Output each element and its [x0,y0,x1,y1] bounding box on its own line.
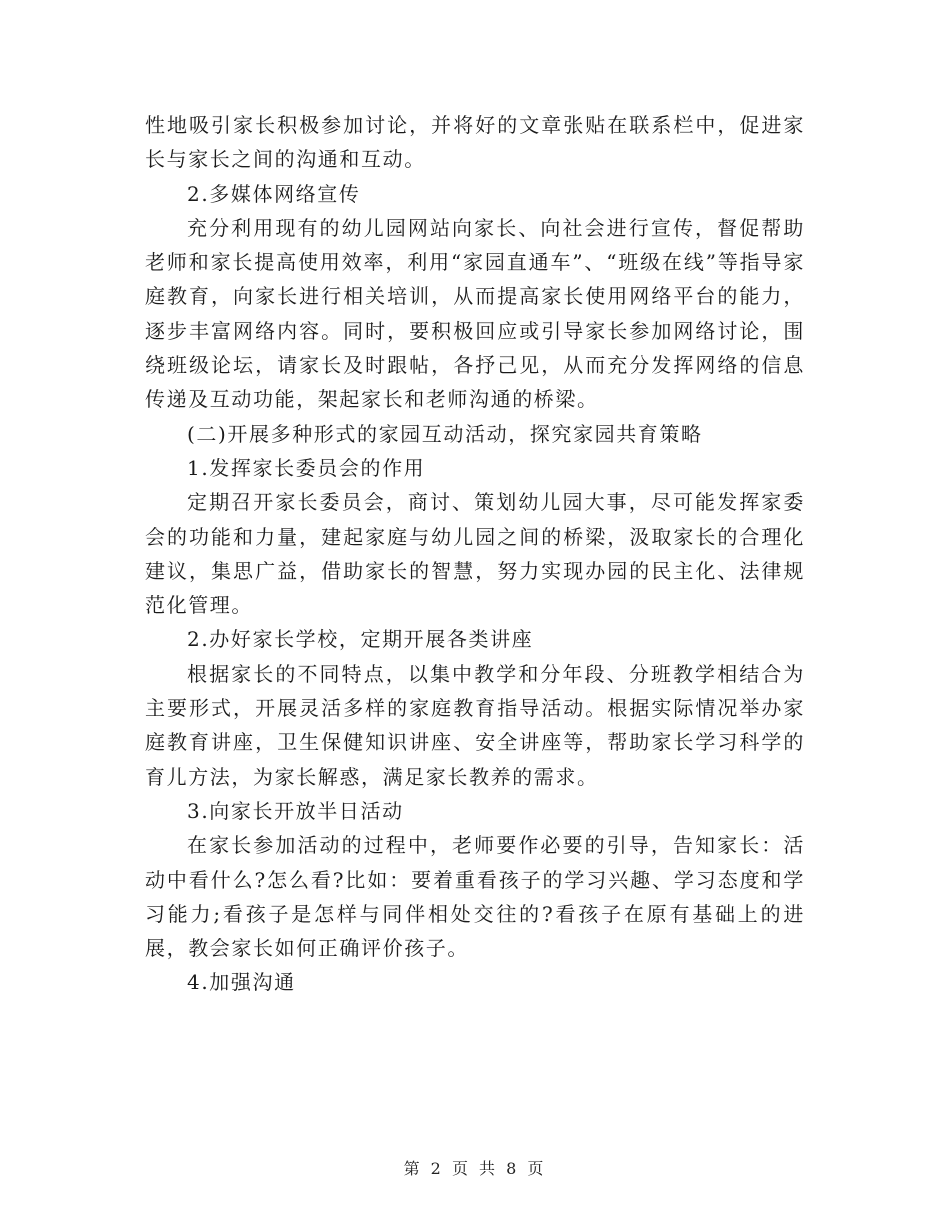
section-heading-activities: (二)开展多种形式的家园互动活动，探究家园共育策略 [187,421,703,446]
heading-parent-school: 2.办好家长学校，定期开展各类讲座 [187,627,534,652]
heading-multimedia-network: 2.多媒体网络宣传 [187,181,361,206]
heading-parent-committee: 1.发挥家长委员会的作用 [187,455,426,480]
document-body [145,108,805,1000]
paragraph-network-publicity: 充分利用现有的幼儿园网站向家长、向社会进行宣传，督促帮助老师和家长提高使用效率，利用“家园直通车”、“班级在线”等指导家庭教育，向家长进行相关培训，从而提高家长使用网络平台的能力，逐步丰富网络内容。同时，要积极回应或引导家长参加网络讨论，围绕班级论坛，请家长及时跟帖，各抒己见，从而充分发挥网络的信息传递及互动功能，架起家长和老师沟通的桥梁。 [145,215,805,412]
heading-open-half-day: 3.向家长开放半日活动 [187,798,404,823]
heading-strengthen-communication: 4.加强沟通 [187,970,296,995]
paragraph-open-half-day: 在家长参加活动的过程中，老师要作必要的引导，告知家长：活动中看什么?怎么看?比如：要着重看孩子的学习兴趣、学习态度和学习能力;看孩子是怎样与同伴相处交往的?看孩子在原有基础上的进展，教会家长如何正确评价孩子。 [145,833,805,961]
page-number-footer: 第 2 页 共 8 页 [403,1159,547,1178]
paragraph-parent-school: 根据家长的不同特点，以集中教学和分年段、分班教学相结合为主要形式，开展灵活多样的家庭教育指导活动。根据实际情况举办家庭教育讲座，卫生保健知识讲座、安全讲座等，帮助家长学习科学的育儿方法，为家长解惑，满足家长教养的需求。 [145,661,805,789]
paragraph-parent-committee: 定期召开家长委员会，商讨、策划幼儿园大事，尽可能发挥家委会的功能和力量，建起家庭与幼儿园之间的桥梁，汲取家长的合理化建议，集思广益，借助家长的智慧，努力实现办园的民主化、法律规范化管理。 [145,490,805,618]
paragraph-continuation: 性地吸引家长积极参加讨论，并将好的文章张贴在联系栏中，促进家长与家长之间的沟通和互动。 [145,113,805,172]
